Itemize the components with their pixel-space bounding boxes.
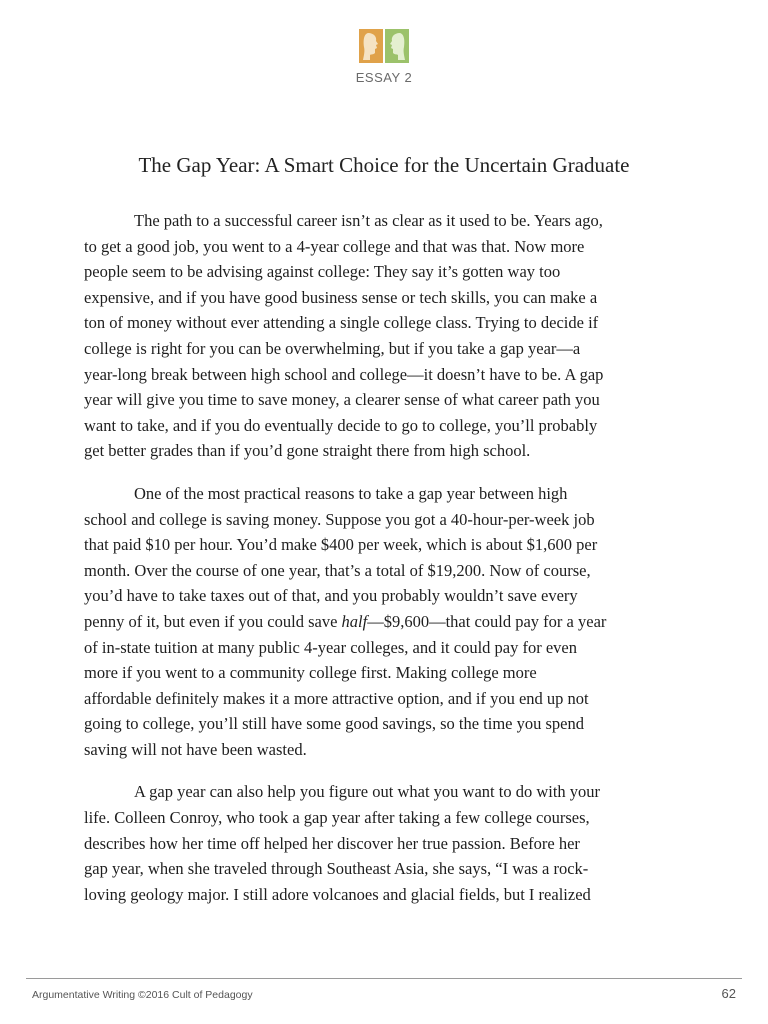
essay-label: ESSAY 2	[355, 70, 413, 85]
text-line: ton of money without ever attending a single college class. Trying to decide if	[84, 313, 599, 333]
text-segment: —$9,600—that could pay for a year	[367, 611, 607, 631]
text-line-with-emphasis	[84, 609, 684, 635]
text-line: more if you went to a community college first. Making college more	[84, 663, 537, 683]
text-line: get better grades than if you’d gone straight there from high school.	[84, 441, 531, 461]
text-line: affordable definitely makes it a more attractive option, and if you end up not	[84, 688, 589, 708]
text-line: people seem to be advising against college: They say it’s gotten way too	[84, 262, 561, 282]
footer-credit: Argumentative Writing ©2016 Cult of Pedagogy	[32, 989, 253, 1001]
footer-divider	[26, 978, 742, 979]
text-line: of in-state tuition at many public 4-year colleges, and it could pay for even	[84, 637, 578, 657]
text-line: month. Over the course of one year, that’s a total of $19,200. Now of course,	[84, 560, 591, 580]
paragraph-2	[84, 481, 684, 763]
text-line: loving geology major. I still adore volcanoes and glacial fields, but I realized	[84, 884, 591, 904]
logo-icon	[359, 29, 409, 63]
text-line: saving will not have been wasted.	[84, 739, 307, 759]
text-line: that paid $10 per hour. You’d make $400 per week, which is about $1,600 per	[84, 535, 598, 555]
text-segment: penny of it, but even if you could save	[84, 611, 342, 631]
text-line: expensive, and if you have good business sense or tech skills, you can make a	[84, 287, 598, 307]
text-line: The path to a successful career isn’t as clear as it used to be. Years ago,	[134, 211, 603, 230]
text-line: want to take, and if you do eventually decide to go to college, you’ll probably	[84, 415, 598, 435]
essay-body	[84, 208, 684, 924]
paragraph-3	[84, 779, 684, 907]
text-line: to get a good job, you went to a 4-year college and that was that. Now more	[84, 236, 585, 256]
paragraph-1	[84, 208, 684, 464]
text-line: college is right for you can be overwhelming, but if you take a gap year—a	[84, 338, 581, 358]
text-line: life. Colleen Conroy, who took a gap year after taking a few college courses,	[84, 808, 590, 828]
text-line: year-long break between high school and college—it doesn’t have to be. A gap	[84, 364, 604, 384]
page-number: 62	[721, 986, 736, 1001]
text-line: you’d have to take taxes out of that, and you probably wouldn’t save every	[84, 586, 578, 606]
text-line: gap year, when she traveled through Southeast Asia, she says, “I was a rock-	[84, 859, 589, 879]
text-line: school and college is saving money. Suppose you got a 40-hour-per-week job	[84, 509, 595, 529]
text-line: One of the most practical reasons to take a gap year between high	[134, 483, 568, 503]
essay-title: The Gap Year: A Smart Choice for the Uncertain Graduate	[138, 153, 630, 177]
text-line: A gap year can also help you figure out what you want to do with your	[134, 782, 601, 802]
text-line: going to college, you’ll still have some good savings, so the time you spend	[84, 714, 584, 734]
emphasis-half: half	[341, 611, 368, 631]
text-line: describes how her time off helped her discover her true passion. Before her	[84, 833, 580, 853]
text-line: year will give you time to save money, a clearer sense of what career path you	[84, 390, 600, 410]
